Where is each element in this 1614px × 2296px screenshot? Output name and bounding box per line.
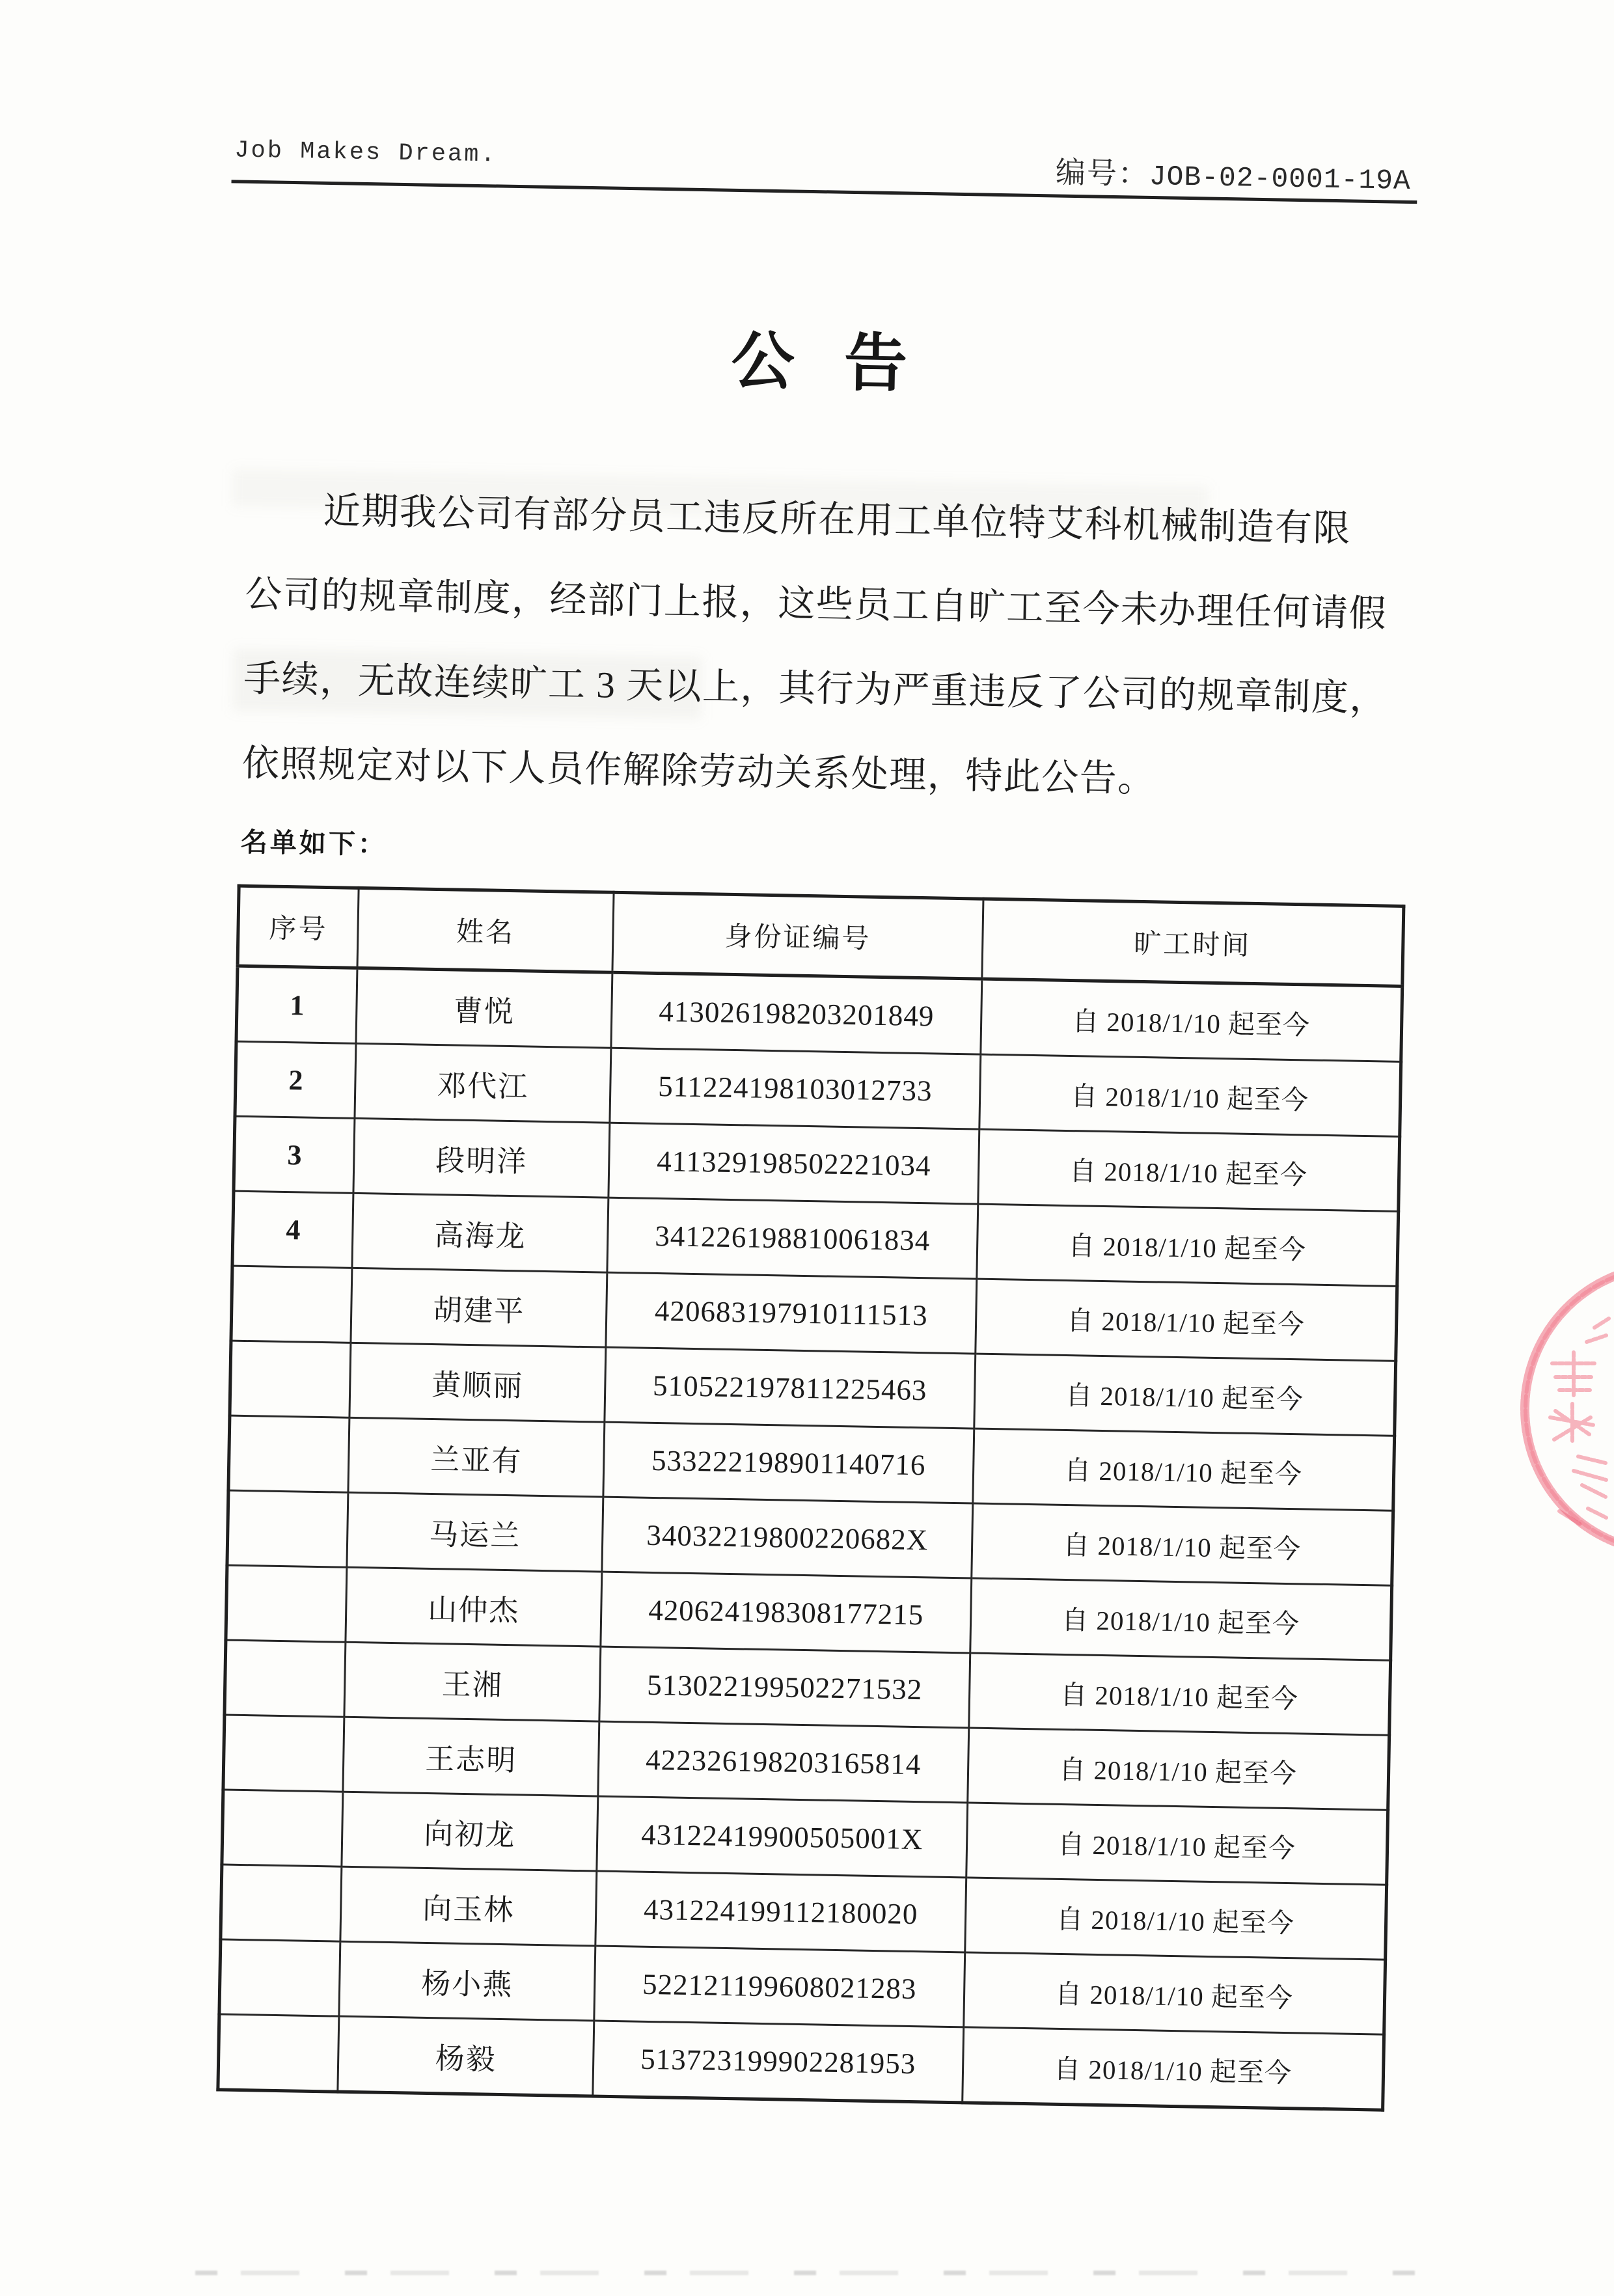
cell-index [230,1341,351,1417]
cell-name: 兰亚有 [348,1417,605,1497]
cell-id-number: 513022199502271532 [599,1647,970,1728]
cell-absence-period: 自 2018/1/10 起至今 [974,1354,1396,1436]
cell-index [222,1790,343,1866]
cell-absence-period: 自 2018/1/10 起至今 [969,1653,1391,1735]
cell-absence-period: 自 2018/1/10 起至今 [966,1803,1388,1885]
cell-name: 向初龙 [342,1792,598,1871]
cell-name: 曹悦 [356,968,612,1048]
cell-absence-period: 自 2018/1/10 起至今 [973,1428,1395,1510]
list-intro-label: 名单如下： [240,827,388,860]
doc-number-label: 编号： [1055,156,1150,191]
cell-id-number: 420624198308177215 [601,1572,972,1653]
cell-index [226,1565,347,1642]
cell-absence-period: 自 2018/1/10 起至今 [978,1129,1400,1211]
col-header-id-number: 身份证编号 [612,892,983,979]
cell-absence-period: 自 2018/1/10 起至今 [977,1204,1399,1286]
col-header-index: 序号 [238,886,359,968]
cell-name: 向玉林 [340,1866,597,1946]
cell-id-number: 510522197811225463 [605,1347,976,1428]
cell-index [223,1715,344,1792]
cell-id-number: 341226198810061834 [607,1197,978,1279]
cell-absence-period: 自 2018/1/10 起至今 [979,1054,1401,1136]
cell-name: 黄顺丽 [349,1343,606,1422]
cell-name: 王湘 [344,1642,601,1721]
cell-index [231,1266,352,1343]
cell-name: 胡建平 [351,1268,607,1347]
cell-name: 高海龙 [352,1193,609,1272]
notice-body [241,468,1414,827]
cell-absence-period: 自 2018/1/10 起至今 [970,1578,1392,1660]
cell-id-number: 513723199902281953 [593,2021,964,2103]
cell-index [228,1415,349,1492]
cell-id-number: 43122419900505001X [597,1796,968,1878]
cell-id-number: 411329198502221034 [609,1123,979,1204]
page-title: 公 告 [730,326,910,400]
notice-paragraph-line-1: 近期我公司有部分员工违反所在用工单位特艾科机械制造有限 [323,490,1352,550]
col-header-absence-period: 旷工时间 [982,899,1404,986]
cell-absence-period: 自 2018/1/10 起至今 [976,1279,1397,1361]
cell-absence-period: 自 2018/1/10 起至今 [972,1503,1393,1585]
cell-absence-period: 自 2018/1/10 起至今 [965,1878,1387,1960]
cell-id-number: 522121199608021283 [594,1946,965,2027]
cell-name: 杨小燕 [339,1941,595,2021]
cell-index: 4 [232,1191,353,1268]
cell-index: 3 [234,1116,355,1193]
cell-index: 1 [236,966,357,1043]
cell-absence-period: 自 2018/1/10 起至今 [981,979,1402,1061]
cell-index [218,2014,339,2092]
cell-id-number: 413026198203201849 [611,972,982,1054]
cell-index [219,1939,340,2016]
cell-absence-period: 自 2018/1/10 起至今 [964,1952,1386,2034]
notice-paragraph-line-3: 手续，无故连续旷工 3 天以上，其行为严重违反了公司的规章制度， [243,658,1388,720]
cell-name: 马运兰 [347,1492,603,1572]
cell-name: 邓代江 [355,1043,611,1123]
doc-number-value: JOB-02-0001-19A [1149,160,1412,197]
notice-paragraph-line-4: 依照规定对以下人员作解除劳动关系处理，特此公告。 [241,743,1156,800]
doc-number [1055,148,1411,198]
cell-id-number: 420683197910111513 [606,1272,977,1354]
cell-index [227,1490,348,1567]
cell-id-number: 34032219800220682X [602,1497,973,1578]
cell-id-number: 511224198103012733 [610,1048,981,1129]
cell-name: 山仲杰 [346,1567,602,1647]
cell-id-number: 431224199112180020 [595,1871,966,1952]
cell-absence-period: 自 2018/1/10 起至今 [963,2027,1384,2110]
notice-table-body [218,966,1402,2110]
cell-name: 王志明 [343,1717,599,1796]
cell-index: 2 [235,1041,356,1118]
cell-index [221,1865,342,1941]
col-header-name: 姓名 [357,888,614,972]
cell-name: 段明洋 [353,1118,610,1197]
cell-id-number: 533222198901140716 [603,1422,974,1503]
cell-absence-period: 自 2018/1/10 起至今 [968,1728,1389,1810]
cell-name: 杨毅 [338,2016,594,2096]
cell-id-number: 422326198203165814 [598,1721,969,1803]
notice-paragraph-line-2: 公司的规章制度，经部门上报，这些员工自旷工至今未办理任何请假 [244,573,1388,635]
cell-index [225,1640,346,1717]
header-slogan: Job Makes Dream. [234,137,497,169]
roster-table [216,884,1405,2112]
scan-edge-artifact [195,2271,1425,2275]
